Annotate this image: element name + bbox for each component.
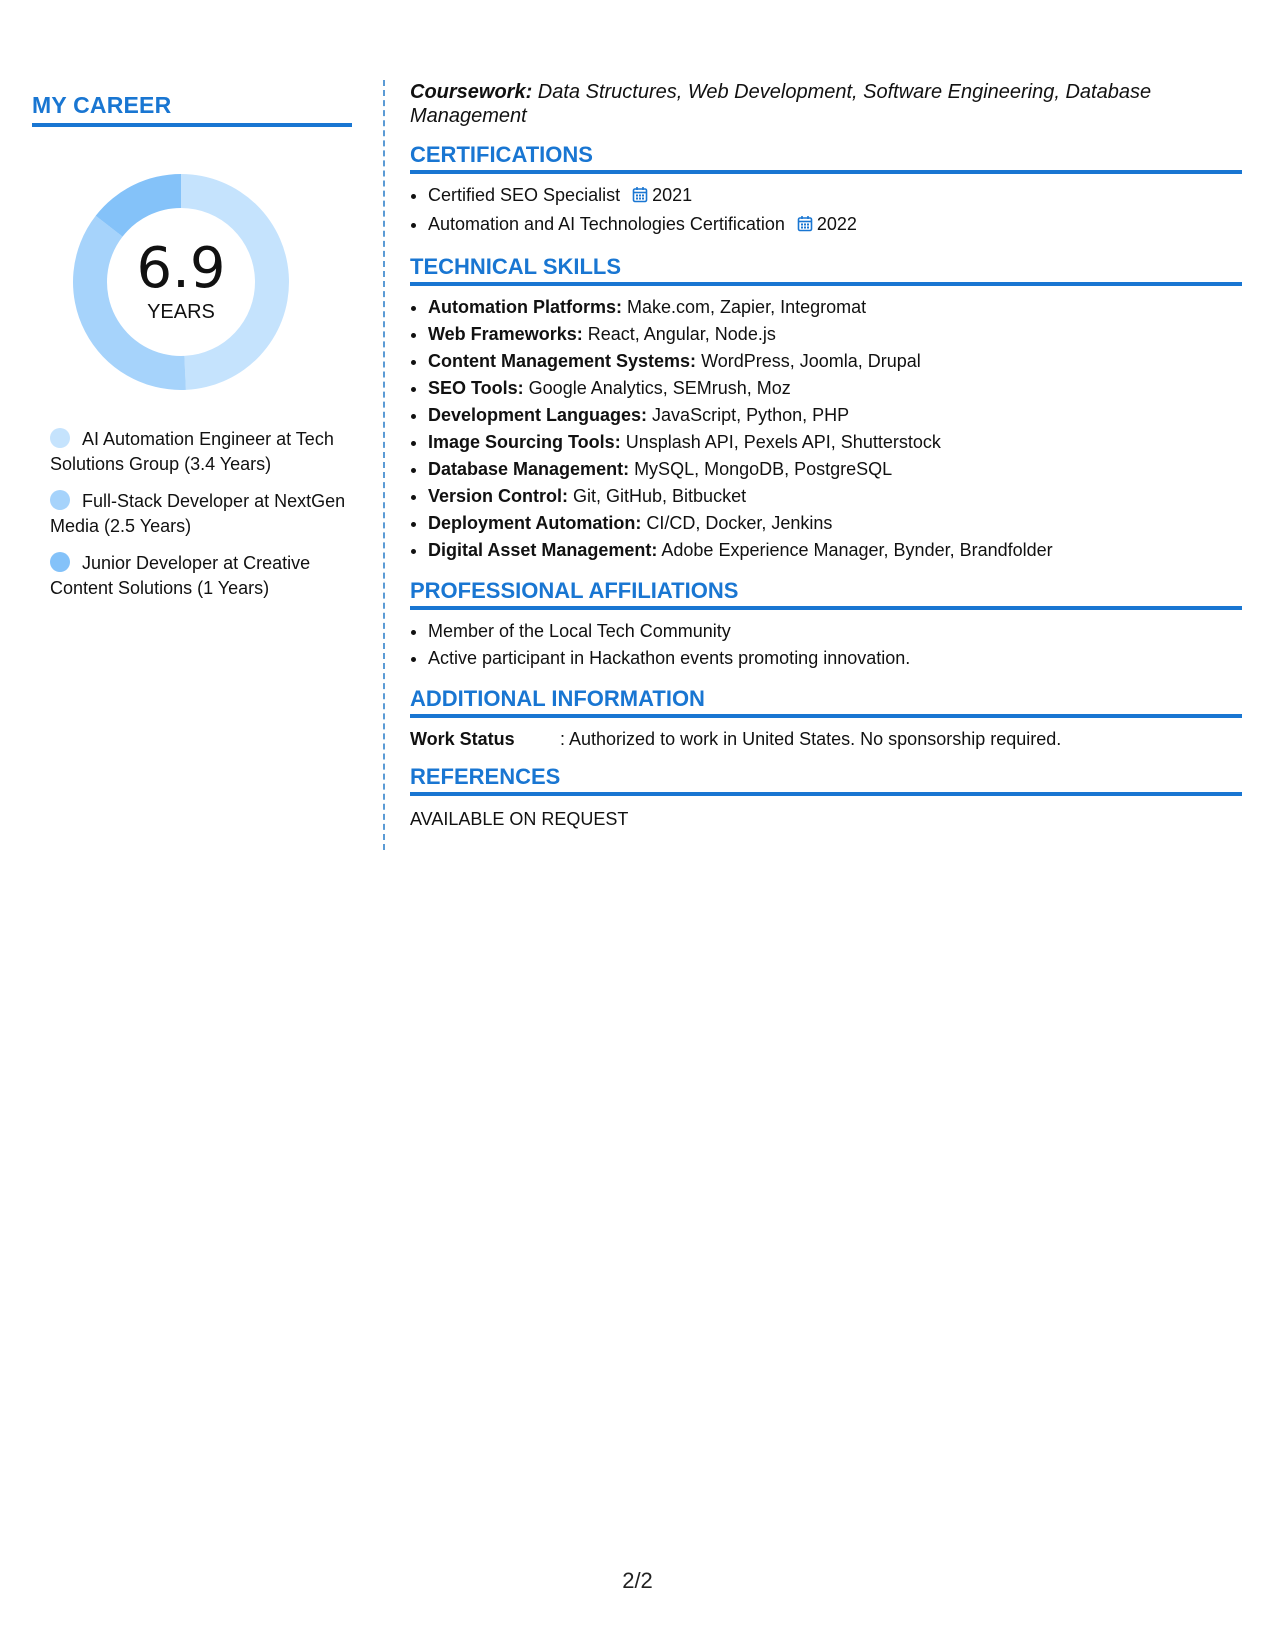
legend-dot-icon <box>50 552 70 572</box>
skill-value: Adobe Experience Manager, Bynder, Brandfolder <box>657 540 1053 560</box>
total-years-value: 6.9 <box>136 235 226 301</box>
legend-dot-icon <box>50 428 70 448</box>
career-donut-chart <box>66 167 296 397</box>
skill-item <box>428 510 1242 537</box>
calendar-icon <box>632 184 648 211</box>
skill-label: SEO Tools: <box>428 378 524 398</box>
certification-item <box>428 211 1242 240</box>
skill-value: Make.com, Zapier, Integromat <box>622 297 867 317</box>
career-legend-item <box>50 551 352 601</box>
references-heading: REFERENCES <box>410 764 1242 796</box>
technical-skills-list <box>410 294 1242 564</box>
coursework-line <box>410 80 1242 128</box>
career-sidebar <box>32 92 352 613</box>
skill-value: Google Analytics, SEMrush, Moz <box>523 378 791 398</box>
coursework-text: Data Structures, Web Development, Software Engineering, Database Management <box>410 81 1152 127</box>
skill-item <box>428 483 1242 510</box>
skill-value: JavaScript, Python, PHP <box>647 405 850 425</box>
work-status-label: Work Status <box>410 729 515 749</box>
skill-value: React, Angular, Node.js <box>582 324 776 344</box>
technical-skills-heading: TECHNICAL SKILLS <box>410 254 1242 286</box>
career-legend <box>50 427 352 601</box>
skill-label: Web Frameworks: <box>428 324 583 344</box>
certification-item <box>428 182 1242 211</box>
career-legend-item <box>50 427 352 477</box>
certification-year: 2022 <box>816 214 857 234</box>
skill-value: CI/CD, Docker, Jenkins <box>641 513 833 533</box>
certification-year: 2021 <box>652 185 693 205</box>
coursework-label: Coursework: <box>410 81 533 103</box>
certification-name: Automation and AI Technologies Certification <box>428 214 785 234</box>
legend-dot-icon <box>50 490 70 510</box>
additional-info-heading: ADDITIONAL INFORMATION <box>410 686 1242 718</box>
skill-value: MySQL, MongoDB, PostgreSQL <box>629 459 893 479</box>
skill-item <box>428 456 1242 483</box>
skill-label: Version Control: <box>428 486 569 506</box>
page-number: 2/2 <box>622 1568 653 1593</box>
skill-item <box>428 537 1242 564</box>
skill-label: Deployment Automation: <box>428 513 642 533</box>
skill-value: WordPress, Joomla, Drupal <box>696 351 921 371</box>
total-years-unit: YEARS <box>147 300 215 323</box>
skill-item <box>428 429 1242 456</box>
certifications-heading: CERTIFICATIONS <box>410 142 1242 174</box>
skill-value: Git, GitHub, Bitbucket <box>568 486 747 506</box>
career-legend-label: Full-Stack Developer at NextGen Media (2.5 Years) <box>50 491 346 536</box>
career-title: MY CAREER <box>32 92 352 127</box>
affiliation-item: • Active participant in Hackathon events promoting innovation. <box>428 645 1242 672</box>
work-status-value: : Authorized to work in United States. No sponsorship required. <box>560 729 1062 749</box>
skill-label: Automation Platforms: <box>428 297 623 317</box>
affiliations-list <box>410 618 1242 672</box>
skill-label: Database Management: <box>428 459 630 479</box>
references-text: AVAILABLE ON REQUEST <box>410 809 629 829</box>
career-legend-item <box>50 489 352 539</box>
calendar-icon <box>797 213 813 240</box>
career-legend-label: Junior Developer at Creative Content Solutions (1 Years) <box>50 553 311 598</box>
certification-name: Certified SEO Specialist <box>428 185 621 205</box>
skill-item <box>428 375 1242 402</box>
affiliation-item: • Member of the Local Tech Community <box>428 618 1242 645</box>
skill-item <box>428 321 1242 348</box>
work-status-row <box>410 726 1242 752</box>
main-content <box>410 80 1242 832</box>
skill-item <box>428 294 1242 321</box>
skill-label: Development Languages: <box>428 405 648 425</box>
column-divider <box>383 80 385 850</box>
skill-item <box>428 348 1242 375</box>
skill-item <box>428 402 1242 429</box>
affiliations-heading: PROFESSIONAL AFFILIATIONS <box>410 578 1242 610</box>
skill-label: Digital Asset Management: <box>428 540 658 560</box>
donut-center <box>66 167 296 397</box>
certifications-list <box>410 182 1242 240</box>
career-legend-label: AI Automation Engineer at Tech Solutions Group (3.4 Years) <box>50 429 334 474</box>
skill-label: Image Sourcing Tools: <box>428 432 621 452</box>
skill-value: Unsplash API, Pexels API, Shutterstock <box>620 432 941 452</box>
skill-label: Content Management Systems: <box>428 351 697 371</box>
